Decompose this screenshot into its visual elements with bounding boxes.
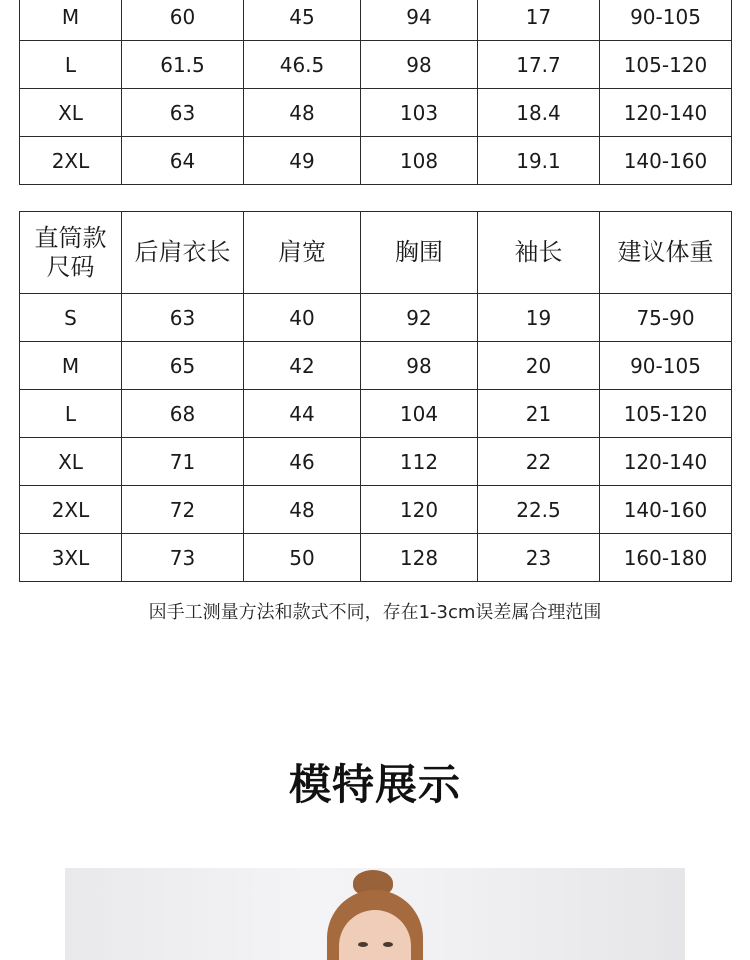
table-cell: 65	[122, 342, 244, 390]
table-cell: 46.5	[244, 41, 361, 89]
table-cell: 22	[478, 438, 600, 486]
table-cell: 18.4	[478, 89, 600, 137]
table-row	[20, 89, 732, 137]
table-cell: 105-120	[600, 390, 732, 438]
table-cell: 90-105	[600, 342, 732, 390]
header-cell-sleeve: 袖长	[478, 212, 600, 294]
table-cell: 20	[478, 342, 600, 390]
table-cell: 160-180	[600, 534, 732, 582]
table-cell: 73	[122, 534, 244, 582]
table-cell: 120-140	[600, 438, 732, 486]
table-row	[20, 486, 732, 534]
table-cell: 60	[122, 0, 244, 41]
model-photo	[65, 868, 685, 960]
table-cell: 63	[122, 89, 244, 137]
table-cell: 48	[244, 486, 361, 534]
table-cell: 45	[244, 0, 361, 41]
table-cell: 64	[122, 137, 244, 185]
table-cell: 120	[361, 486, 478, 534]
table-cell: 98	[361, 41, 478, 89]
table-cell: 19.1	[478, 137, 600, 185]
table-cell: 48	[244, 89, 361, 137]
model-eye-right	[383, 942, 393, 947]
table-row	[20, 41, 732, 89]
section-title-model: 模特展示	[288, 760, 461, 809]
size-table-straight-body	[20, 212, 732, 582]
table-cell: 103	[361, 89, 478, 137]
table-cell: 108	[361, 137, 478, 185]
table-cell: M	[20, 342, 122, 390]
table-cell: 94	[361, 0, 478, 41]
table-cell: 2XL	[20, 137, 122, 185]
table-cell: 98	[361, 342, 478, 390]
table-cell: L	[20, 390, 122, 438]
table-cell: 2XL	[20, 486, 122, 534]
table-cell: 49	[244, 137, 361, 185]
table-cell: 22.5	[478, 486, 600, 534]
table-header-row	[20, 212, 732, 294]
table-cell: 21	[478, 390, 600, 438]
table-row	[20, 534, 732, 582]
table-cell: 61.5	[122, 41, 244, 89]
table-row	[20, 438, 732, 486]
table-row	[20, 0, 732, 41]
table-cell: 3XL	[20, 534, 122, 582]
table-cell: L	[20, 41, 122, 89]
size-table-top-body	[20, 0, 732, 185]
table-cell: 104	[361, 390, 478, 438]
table-cell: 90-105	[600, 0, 732, 41]
model-eye-left	[358, 942, 368, 947]
table-row	[20, 294, 732, 342]
table-cell: 120-140	[600, 89, 732, 137]
table-cell: M	[20, 0, 122, 41]
table-cell: 40	[244, 294, 361, 342]
table-cell: 128	[361, 534, 478, 582]
size-table-straight	[19, 211, 732, 582]
table-row	[20, 137, 732, 185]
table-cell: 140-160	[600, 486, 732, 534]
table-cell: 68	[122, 390, 244, 438]
table-cell: XL	[20, 438, 122, 486]
table-cell: 112	[361, 438, 478, 486]
header-cell-size: 直筒款 尺码	[20, 212, 122, 294]
table-cell: XL	[20, 89, 122, 137]
table-cell: 71	[122, 438, 244, 486]
table-cell: 17	[478, 0, 600, 41]
table-row	[20, 390, 732, 438]
table-cell: 75-90	[600, 294, 732, 342]
header-cell-weight: 建议体重	[600, 212, 732, 294]
table-cell: 23	[478, 534, 600, 582]
table-cell: 105-120	[600, 41, 732, 89]
measurement-note: 因手工测量方法和款式不同，存在1-3cm误差属合理范围	[148, 602, 602, 623]
header-cell-shoulder: 肩宽	[244, 212, 361, 294]
table-cell: 19	[478, 294, 600, 342]
header-cell-chest: 胸围	[361, 212, 478, 294]
table-cell: 44	[244, 390, 361, 438]
table-row	[20, 342, 732, 390]
table-cell: 42	[244, 342, 361, 390]
table-cell: S	[20, 294, 122, 342]
size-table-top	[19, 0, 732, 185]
header-cell-length: 后肩衣长	[122, 212, 244, 294]
table-cell: 46	[244, 438, 361, 486]
table-cell: 92	[361, 294, 478, 342]
table-cell: 50	[244, 534, 361, 582]
table-cell: 17.7	[478, 41, 600, 89]
table-cell: 72	[122, 486, 244, 534]
table-cell: 140-160	[600, 137, 732, 185]
table-cell: 63	[122, 294, 244, 342]
